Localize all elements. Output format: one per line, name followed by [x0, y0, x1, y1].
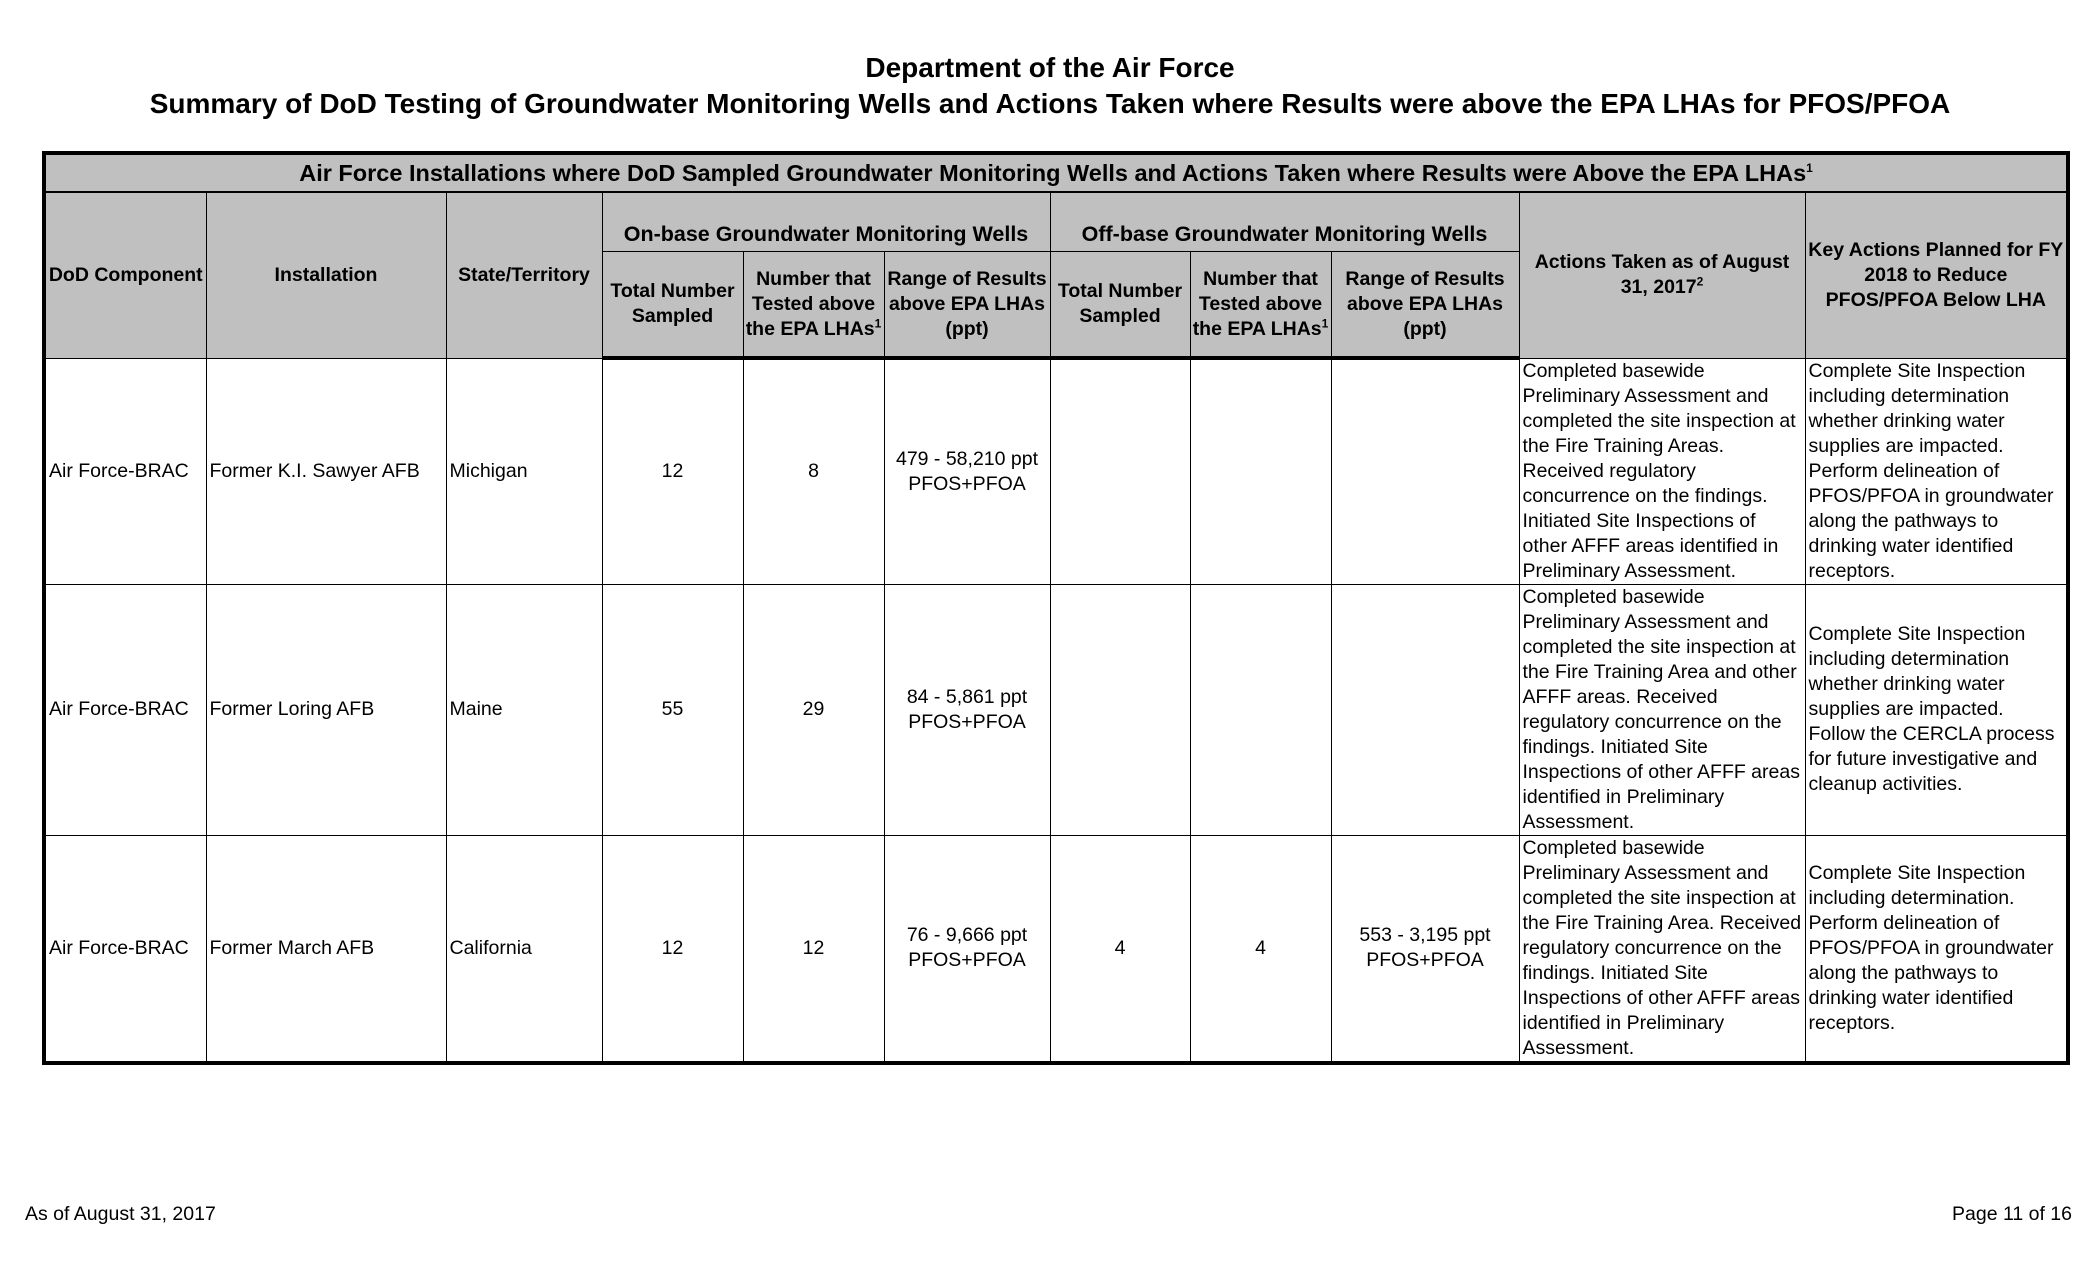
group-onbase: On-base Groundwater Monitoring Wells — [602, 192, 1050, 252]
cell-offbase-above — [1190, 358, 1331, 584]
cell-onbase-above: 29 — [743, 584, 884, 835]
cell-onbase-total: 12 — [602, 358, 743, 584]
col-onbase-total: Total Number Sampled — [602, 252, 743, 359]
as-of-date: As of August 31, 2017 — [25, 1203, 216, 1225]
col-onbase-above: Number that Tested above the EPA LHAs$^1$ — [743, 252, 884, 359]
col-offbase-total: Total Number Sampled — [1050, 252, 1190, 359]
cell-installation: Former Loring AFB — [206, 584, 446, 835]
cell-offbase-above: 4 — [1190, 835, 1331, 1063]
col-actions-taken: Actions Taken as of August 31, 2017$^2$ — [1519, 192, 1805, 358]
installations-table — [42, 151, 2070, 1065]
cell-actions-taken: Completed basewide Preliminary Assessment and completed the site inspection at the Fire Training Area. Received regulatory concurrence on the findings. Initiated Site Inspections of other AFFF areas identified in Preliminary Assessment. — [1519, 835, 1805, 1063]
department-title: Department of the Air Force — [865, 52, 1235, 83]
cell-actions-taken: Completed basewide Preliminary Assessment and completed the site inspection at the Fire Training Area and other AFFF areas. Received regulatory concurrence on the findings. Initiated Site Inspections of other AFFF areas identified in Preliminary Assessment. — [1519, 584, 1805, 835]
col-state: State/Territory — [446, 192, 602, 358]
col-key-actions: Key Actions Planned for FY 2018 to Reduce PFOS/PFOA Below LHA — [1805, 192, 2068, 358]
table-banner: Air Force Installations where DoD Sampled Groundwater Monitoring Wells and Actions Taken where Results were Above the EPA LHAs$^1$ — [44, 153, 2068, 192]
cell-component: Air Force-BRAC — [44, 358, 206, 584]
col-onbase-range: Range of Results above EPA LHAs (ppt) — [884, 252, 1050, 359]
group-offbase: Off-base Groundwater Monitoring Wells — [1050, 192, 1519, 252]
cell-offbase-total — [1050, 358, 1190, 584]
cell-offbase-total — [1050, 584, 1190, 835]
cell-state: Maine — [446, 584, 602, 835]
col-installation: Installation — [206, 192, 446, 358]
col-offbase-above: Number that Tested above the EPA LHAs$^1$ — [1190, 252, 1331, 359]
cell-installation: Former March AFB — [206, 835, 446, 1063]
table-row — [44, 358, 2068, 584]
cell-key-actions: Complete Site Inspection including determination. Perform delineation of PFOS/PFOA in groundwater along the pathways to drinking water identified receptors. — [1805, 835, 2068, 1063]
cell-installation: Former K.I. Sawyer AFB — [206, 358, 446, 584]
cell-onbase-total: 55 — [602, 584, 743, 835]
cell-onbase-range: 479 - 58,210 ppt PFOS+PFOA — [884, 358, 1050, 584]
cell-state: California — [446, 835, 602, 1063]
cell-component: Air Force-BRAC — [44, 584, 206, 835]
cell-onbase-total: 12 — [602, 835, 743, 1063]
cell-offbase-range — [1331, 584, 1519, 835]
cell-offbase-range — [1331, 358, 1519, 584]
table-row — [44, 584, 2068, 835]
col-offbase-range: Range of Results above EPA LHAs (ppt) — [1331, 252, 1519, 359]
cell-actions-taken: Completed basewide Preliminary Assessment and completed the site inspection at the Fire Training Areas. Received regulatory concurrence on the findings. Initiated Site Inspections of other AFFF areas identified in Preliminary Assessment. — [1519, 358, 1805, 584]
cell-onbase-range: 84 - 5,861 ppt PFOS+PFOA — [884, 584, 1050, 835]
summary-title: Summary of DoD Testing of Groundwater Monitoring Wells and Actions Taken where Results were above the EPA LHAs for PFOS/PFOA — [149, 88, 1951, 119]
cell-onbase-range: 76 - 9,666 ppt PFOS+PFOA — [884, 835, 1050, 1063]
page-number: Page 11 of 16 — [1952, 1203, 2072, 1225]
cell-component: Air Force-BRAC — [44, 835, 206, 1063]
cell-state: Michigan — [446, 358, 602, 584]
cell-offbase-range: 553 - 3,195 ppt PFOS+PFOA — [1331, 835, 1519, 1063]
cell-key-actions: Complete Site Inspection including determination whether drinking water supplies are impacted. Perform delineation of PFOS/PFOA in groundwater along the pathways to drinking water identified receptors. — [1805, 358, 2068, 584]
cell-onbase-above: 8 — [743, 358, 884, 584]
table-row — [44, 835, 2068, 1063]
col-dod-component: DoD Component — [44, 192, 206, 358]
cell-onbase-above: 12 — [743, 835, 884, 1063]
cell-offbase-above — [1190, 584, 1331, 835]
cell-offbase-total: 4 — [1050, 835, 1190, 1063]
cell-key-actions: Complete Site Inspection including determination whether drinking water supplies are impacted. Follow the CERCLA process for future investigative and cleanup activities. — [1805, 584, 2068, 835]
